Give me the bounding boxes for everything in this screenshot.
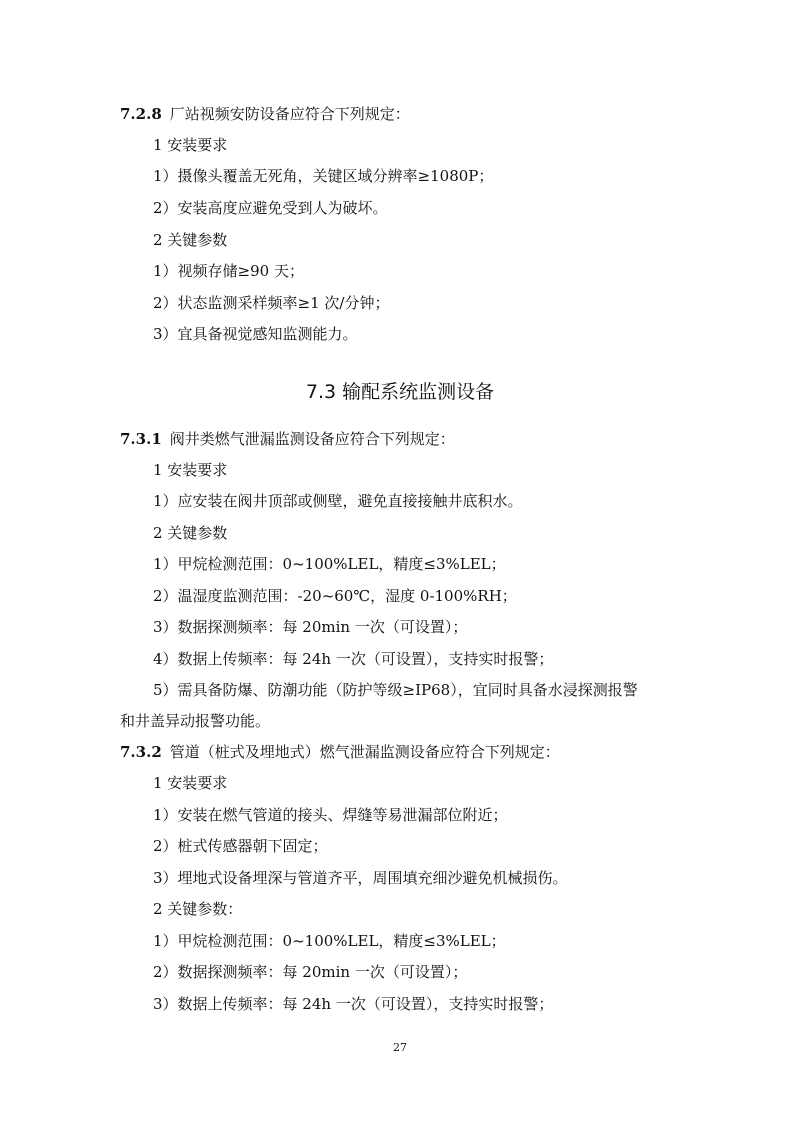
list-item: 3）数据探测频率：每 20min 一次（可设置）；: [153, 618, 468, 636]
install-requirements-heading: 1 安装要求: [153, 461, 228, 479]
key-params-heading: 2 关键参数: [153, 231, 228, 249]
key-params-heading: 2 关键参数: [153, 524, 228, 542]
clause-7-3-1-title: [120, 429, 455, 449]
page-number: 27: [393, 1041, 407, 1054]
list-item: 3）埋地式设备埋深与管道齐平，周围填充细沙避免机械损伤。: [153, 869, 568, 887]
clause-number: 7.3.2: [120, 743, 162, 761]
list-item: 2）状态监测采样频率≥1 次/分钟；: [153, 294, 390, 312]
clause-number: 7.2.8: [120, 105, 162, 123]
install-requirements-heading: 1 安装要求: [153, 136, 228, 154]
list-item: 1）应安装在阀井顶部或侧壁，避免直接接触井底积水。: [153, 492, 523, 510]
list-item: 5）需具备防爆、防潮功能（防护等级≥IP68），宜同时具备水浸探测报警: [153, 681, 638, 699]
list-item: 2）温湿度监测范围：-20~60℃，湿度 0-100%RH；: [153, 587, 517, 605]
list-item: 3）宜具备视觉感知监测能力。: [153, 325, 358, 343]
list-item-continuation: 和井盖异动报警功能。: [120, 712, 271, 730]
clause-7-2-8-title: [120, 104, 410, 124]
list-item: 3）数据上传频率：每 24h 一次（可设置），支持实时报警；: [153, 995, 554, 1013]
clause-7-3-2-title: [120, 742, 560, 762]
list-item: 2）安装高度应避免受到人为破坏。: [153, 199, 388, 217]
list-item: 4）数据上传频率：每 24h 一次（可设置），支持实时报警；: [153, 650, 554, 668]
clause-title-text: 厂站视频安防设备应符合下列规定：: [169, 105, 410, 123]
section-heading: 7.3 输配系统监测设备: [305, 381, 495, 403]
list-item: 1）甲烷检测范围：0~100%LEL，精度≤3%LEL；: [153, 932, 506, 950]
list-item: 1）摄像头覆盖无死角，关键区域分辨率≥1080P；: [153, 167, 494, 185]
install-requirements-heading: 1 安装要求: [153, 774, 228, 792]
key-params-heading: 2 关键参数：: [153, 900, 243, 918]
list-item: 1）安装在燃气管道的接头、焊缝等易泄漏部位附近；: [153, 806, 508, 824]
clause-title-text: 管道（桩式及埋地式）燃气泄漏监测设备应符合下列规定：: [169, 743, 560, 761]
list-item: 2）桩式传感器朝下固定；: [153, 837, 328, 855]
list-item: 1）视频存储≥90 天；: [153, 262, 304, 280]
list-item: 2）数据探测频率：每 20min 一次（可设置）；: [153, 963, 468, 981]
clause-number: 7.3.1: [120, 430, 162, 448]
list-item: 1）甲烷检测范围：0~100%LEL，精度≤3%LEL；: [153, 555, 506, 573]
clause-title-text: 阀井类燃气泄漏监测设备应符合下列规定：: [169, 430, 455, 448]
